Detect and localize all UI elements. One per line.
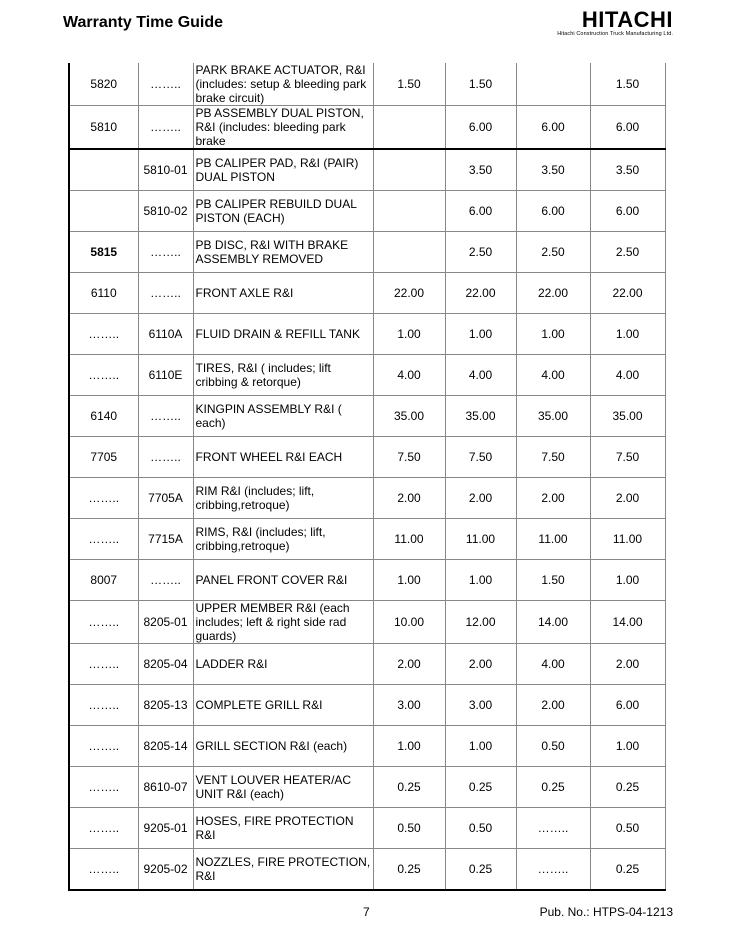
sub-code-cell: 6110E	[138, 355, 193, 396]
description-cell: NOZZLES, FIRE PROTECTION, R&I	[193, 849, 373, 891]
time-col-4-cell: 0.50	[590, 808, 665, 849]
time-col-2-cell: 11.00	[445, 519, 516, 560]
time-col-2-cell: 35.00	[445, 396, 516, 437]
description-cell: PB CALIPER REBUILD DUAL PISTON (EACH)	[193, 191, 373, 232]
time-col-3-cell: 1.50	[516, 560, 590, 601]
time-col-4-cell: 2.00	[590, 478, 665, 519]
time-col-4-cell: 22.00	[590, 273, 665, 314]
time-col-2-cell: 2.00	[445, 644, 516, 685]
time-col-3-cell: 2.00	[516, 685, 590, 726]
code-cell: 8007	[69, 560, 138, 601]
description-cell: TIRES, R&I ( includes; lift cribbing & retorque)	[193, 355, 373, 396]
table-row	[69, 396, 665, 437]
sub-code-cell: ……..	[138, 63, 193, 106]
time-col-3-cell: 2.00	[516, 478, 590, 519]
sub-code-cell: 5810-01	[138, 149, 193, 191]
code-cell: 6140	[69, 396, 138, 437]
time-col-1-cell: 1.00	[373, 314, 445, 355]
time-col-1-cell: 1.00	[373, 726, 445, 767]
table-row	[69, 560, 665, 601]
table-row	[69, 808, 665, 849]
code-cell: ……..	[69, 355, 138, 396]
time-col-4-cell: 1.00	[590, 726, 665, 767]
table-row	[69, 273, 665, 314]
code-cell: ……..	[69, 849, 138, 891]
code-cell: ……..	[69, 519, 138, 560]
time-col-1-cell: 11.00	[373, 519, 445, 560]
time-col-3-cell: 2.50	[516, 232, 590, 273]
time-col-1-cell: 35.00	[373, 396, 445, 437]
time-col-4-cell: 1.00	[590, 560, 665, 601]
time-col-4-cell: 6.00	[590, 106, 665, 150]
time-col-4-cell: 0.25	[590, 767, 665, 808]
time-col-3-cell: 1.00	[516, 314, 590, 355]
time-col-3-cell: ……..	[516, 849, 590, 891]
code-cell: 5820	[69, 63, 138, 106]
time-col-1-cell: 22.00	[373, 273, 445, 314]
table-row	[69, 191, 665, 232]
time-col-3-cell: 0.50	[516, 726, 590, 767]
table-row	[69, 519, 665, 560]
time-col-2-cell: 0.25	[445, 849, 516, 891]
time-col-4-cell: 4.00	[590, 355, 665, 396]
table-row	[69, 314, 665, 355]
time-col-1-cell: 7.50	[373, 437, 445, 478]
description-cell: RIMS, R&I (includes; lift, cribbing,retroque)	[193, 519, 373, 560]
table-row	[69, 232, 665, 273]
time-col-3-cell: 22.00	[516, 273, 590, 314]
time-col-2-cell: 0.50	[445, 808, 516, 849]
time-col-4-cell: 1.00	[590, 314, 665, 355]
time-col-1-cell: 2.00	[373, 478, 445, 519]
description-cell: FRONT AXLE R&I	[193, 273, 373, 314]
time-col-1-cell: 2.00	[373, 644, 445, 685]
sub-code-cell: 5810-02	[138, 191, 193, 232]
table-body	[69, 63, 665, 890]
time-col-1-cell: 0.50	[373, 808, 445, 849]
time-col-1-cell: 10.00	[373, 601, 445, 644]
description-cell: HOSES, FIRE PROTECTION R&I	[193, 808, 373, 849]
time-col-2-cell: 12.00	[445, 601, 516, 644]
sub-code-cell: 8205-14	[138, 726, 193, 767]
table-row	[69, 106, 665, 150]
time-col-2-cell: 3.50	[445, 149, 516, 191]
description-cell: FLUID DRAIN & REFILL TANK	[193, 314, 373, 355]
time-col-2-cell: 22.00	[445, 273, 516, 314]
description-cell: PARK BRAKE ACTUATOR, R&I (includes: setup & bleeding park brake circuit)	[193, 63, 373, 106]
time-col-1-cell	[373, 191, 445, 232]
sub-code-cell: ……..	[138, 396, 193, 437]
time-col-1-cell: 3.00	[373, 685, 445, 726]
time-col-4-cell: 11.00	[590, 519, 665, 560]
warranty-time-table	[68, 63, 666, 891]
code-cell: 6110	[69, 273, 138, 314]
table-row	[69, 767, 665, 808]
code-cell: 5815	[69, 232, 138, 273]
time-col-4-cell: 1.50	[590, 63, 665, 106]
sub-code-cell: 8610-07	[138, 767, 193, 808]
time-col-4-cell: 6.00	[590, 685, 665, 726]
time-col-2-cell: 3.00	[445, 685, 516, 726]
time-col-2-cell: 0.25	[445, 767, 516, 808]
time-col-2-cell: 2.50	[445, 232, 516, 273]
time-col-4-cell: 6.00	[590, 191, 665, 232]
code-cell: ……..	[69, 644, 138, 685]
sub-code-cell: 6110A	[138, 314, 193, 355]
time-col-2-cell: 4.00	[445, 355, 516, 396]
time-col-2-cell: 1.50	[445, 63, 516, 106]
code-cell: ……..	[69, 314, 138, 355]
table-row	[69, 355, 665, 396]
description-cell: RIM R&I (includes; lift, cribbing,retroque)	[193, 478, 373, 519]
time-col-1-cell	[373, 149, 445, 191]
code-cell: 5810	[69, 106, 138, 150]
code-cell: 7705	[69, 437, 138, 478]
time-col-2-cell: 6.00	[445, 191, 516, 232]
table-row	[69, 149, 665, 191]
page-title: Warranty Time Guide	[63, 14, 224, 31]
code-cell: ……..	[69, 767, 138, 808]
code-cell: ……..	[69, 808, 138, 849]
hitachi-logo	[557, 9, 673, 38]
table-row	[69, 478, 665, 519]
time-col-3-cell: 3.50	[516, 149, 590, 191]
time-col-3-cell	[516, 63, 590, 106]
time-col-1-cell: 0.25	[373, 767, 445, 808]
sub-code-cell: ……..	[138, 437, 193, 478]
code-cell	[69, 191, 138, 232]
time-col-2-cell: 1.00	[445, 560, 516, 601]
publication-number: Pub. No.: HTPS-04-1213	[539, 905, 673, 919]
table-row	[69, 849, 665, 891]
sub-code-cell: 8205-13	[138, 685, 193, 726]
table-row	[69, 644, 665, 685]
page-number: 7	[363, 905, 370, 919]
time-col-4-cell: 14.00	[590, 601, 665, 644]
time-col-1-cell: 4.00	[373, 355, 445, 396]
time-col-4-cell: 2.00	[590, 644, 665, 685]
time-col-1-cell: 1.50	[373, 63, 445, 106]
time-col-4-cell: 3.50	[590, 149, 665, 191]
time-col-4-cell: 7.50	[590, 437, 665, 478]
description-cell: FRONT WHEEL R&I EACH	[193, 437, 373, 478]
time-col-3-cell: 14.00	[516, 601, 590, 644]
sub-code-cell: 9205-02	[138, 849, 193, 891]
time-col-3-cell: 6.00	[516, 191, 590, 232]
description-cell: VENT LOUVER HEATER/AC UNIT R&I (each)	[193, 767, 373, 808]
code-cell: ……..	[69, 726, 138, 767]
sub-code-cell: ……..	[138, 560, 193, 601]
description-cell: UPPER MEMBER R&I (each includes; left & right side rad guards)	[193, 601, 373, 644]
code-cell: ……..	[69, 685, 138, 726]
time-col-3-cell: 4.00	[516, 644, 590, 685]
sub-code-cell: ……..	[138, 106, 193, 150]
logo-subtext: Hitachi Construction Truck Manufacturing Ltd.	[557, 31, 673, 37]
time-col-2-cell: 6.00	[445, 106, 516, 150]
code-cell	[69, 149, 138, 191]
logo-wordmark: HITACHI	[581, 7, 673, 32]
time-col-4-cell: 0.25	[590, 849, 665, 891]
time-col-3-cell: ……..	[516, 808, 590, 849]
time-col-2-cell: 2.00	[445, 478, 516, 519]
sub-code-cell: ……..	[138, 273, 193, 314]
time-col-1-cell: 0.25	[373, 849, 445, 891]
time-col-3-cell: 0.25	[516, 767, 590, 808]
time-col-2-cell: 7.50	[445, 437, 516, 478]
time-col-3-cell: 7.50	[516, 437, 590, 478]
time-col-3-cell: 35.00	[516, 396, 590, 437]
time-col-2-cell: 1.00	[445, 726, 516, 767]
time-col-3-cell: 11.00	[516, 519, 590, 560]
code-cell: ……..	[69, 478, 138, 519]
table-row	[69, 726, 665, 767]
description-cell: PANEL FRONT COVER R&I	[193, 560, 373, 601]
description-cell: PB ASSEMBLY DUAL PISTON, R&I (includes: bleeding park brake	[193, 106, 373, 150]
time-col-3-cell: 4.00	[516, 355, 590, 396]
description-cell: KINGPIN ASSEMBLY R&I ( each)	[193, 396, 373, 437]
description-cell: PB DISC, R&I WITH BRAKE ASSEMBLY REMOVED	[193, 232, 373, 273]
sub-code-cell: 8205-04	[138, 644, 193, 685]
sub-code-cell: ……..	[138, 232, 193, 273]
table-row	[69, 601, 665, 644]
sub-code-cell: 7715A	[138, 519, 193, 560]
description-cell: PB CALIPER PAD, R&I (PAIR) DUAL PISTON	[193, 149, 373, 191]
description-cell: GRILL SECTION R&I (each)	[193, 726, 373, 767]
sub-code-cell: 9205-01	[138, 808, 193, 849]
time-col-4-cell: 2.50	[590, 232, 665, 273]
description-cell: COMPLETE GRILL R&I	[193, 685, 373, 726]
table-row	[69, 685, 665, 726]
sub-code-cell: 7705A	[138, 478, 193, 519]
time-col-1-cell: 1.00	[373, 560, 445, 601]
time-col-3-cell: 6.00	[516, 106, 590, 150]
time-col-1-cell	[373, 232, 445, 273]
time-col-1-cell	[373, 106, 445, 150]
description-cell: LADDER R&I	[193, 644, 373, 685]
time-col-4-cell: 35.00	[590, 396, 665, 437]
sub-code-cell: 8205-01	[138, 601, 193, 644]
code-cell: ……..	[69, 601, 138, 644]
table-row	[69, 437, 665, 478]
time-col-2-cell: 1.00	[445, 314, 516, 355]
table-row	[69, 63, 665, 106]
